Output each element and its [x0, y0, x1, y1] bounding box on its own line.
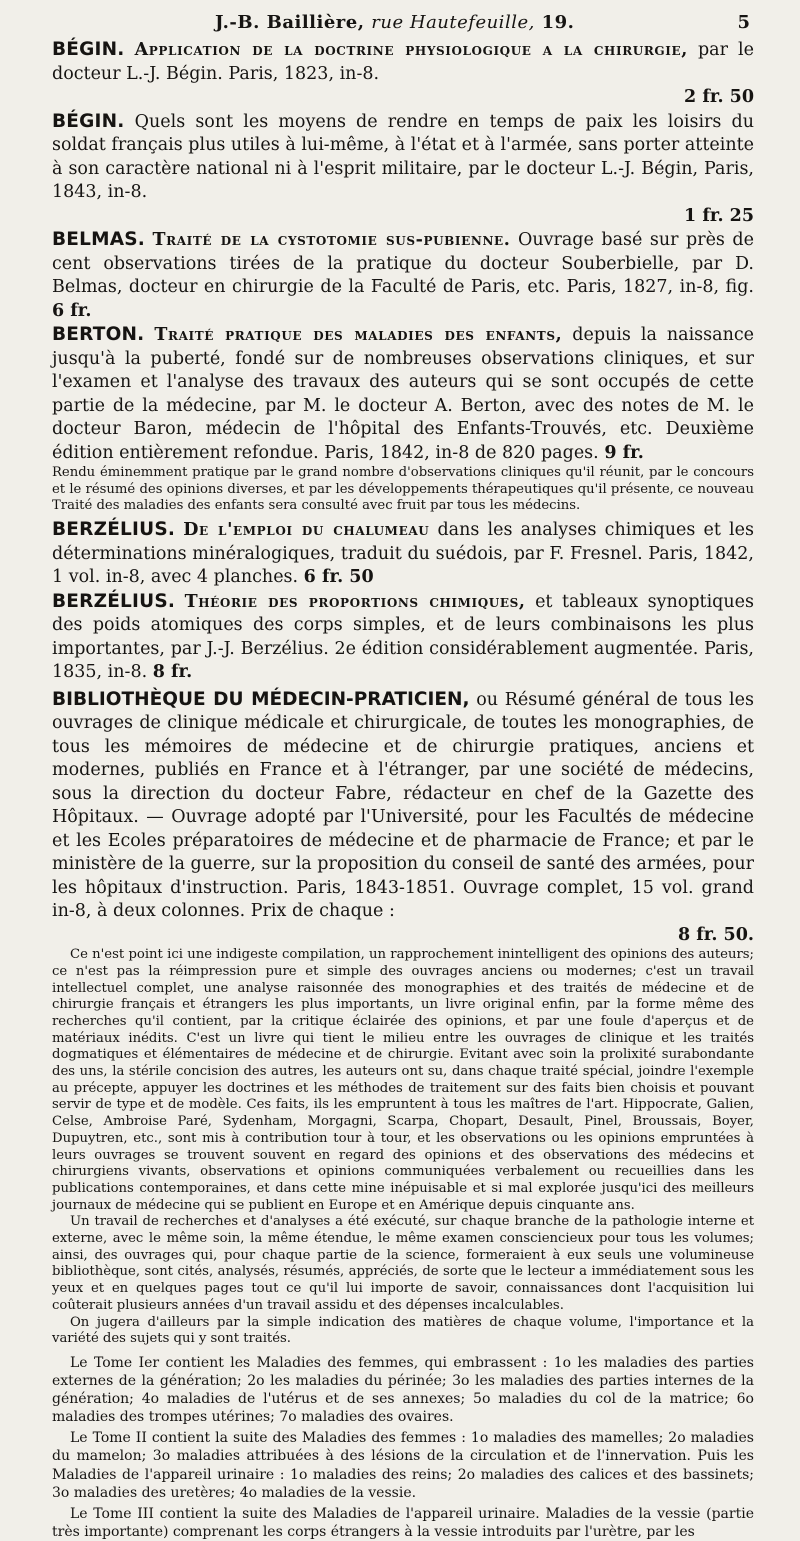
entry-price: 1 fr. 25: [684, 205, 754, 226]
entry-price: 8 fr.: [152, 662, 193, 683]
catalog-entry-begin-doctrine: [52, 38, 754, 110]
tome-description: Le Tome Ier contient les Maladies des femmes, qui embrassent : 1o les maladies des parties externes de la génération; 2o les maladies du périnée; 3o les maladies des parties internes de la génération; 4o maladies de l'utérus et de ses annexes; 5o maladies du col de la matrice; 6o maladies des trompes utérines; 7o maladies des ovaires.: [52, 1354, 754, 1426]
entry-body: et tableaux synoptiques des poids atomiques des corps simples, et de leurs combinaisons les plus importantes, par J.-J. Berzélius. 2e édition considérablement augmentée. Paris, 1835, in-8.: [52, 591, 754, 683]
entry-price: 6 fr.: [52, 300, 92, 321]
catalog-entry-berzelius-chalumeau: [52, 518, 754, 590]
entry-price: 8 fr. 50.: [677, 924, 754, 945]
description-paragraph: Ce n'est point ici une indigeste compilation, un rapprochement inintelligent des opinions des auteurs; ce n'est pas la réimpression pure et simple des ouvrages anciens ou modernes; c'est un travail intellectuel complet, une analyse raisonnée des monographies et des traités de médecine et de chirurgie français et étrangers les plus importants, un livre original enfin, par la forme même des recherches qu'il contient, par la critique éclairée des opinions, et par une foule d'aperçus et de matériaux inédits. C'est un livre qui tient le milieu entre les ouvrages de clinique et les traités dogmatiques et élémentaires de médecine et de chirurgie. Evitant avec soin la prolixité surabondante des uns, la stérile concision des autres, les auteurs ont su, dans chaque traité spécial, joindre l'exemple au précepte, appuyer les doctrines et les méthodes de traitement sur des faits bien choisis et pouvant servir de type et de modèle. Ces faits, ils les empruntent à tous les maîtres de l'art. Hippocrate, Galien, Celse, Ambroise Paré, Sydenham, Morgagni, Scarpa, Chopart, Desault, Pinel, Broussais, Boyer, Dupuytren, etc., sont mis à contribution tour à tour, et les observations ou les opinions empruntées à leurs ouvrages se trouvent souvent en regard des opinions et des observations des médecins et chirurgiens vivants, observations et opinions communiquées verbalement ou recueillies dans les publications contemporaines, et dans cette mine inépuisable et si mal explorée jusqu'ici des meilleurs journaux de médecine qui se publient en Europe et en Amérique depuis cinquante ans.: [52, 947, 754, 1213]
entry-title: De l'emploi du chalumeau: [183, 520, 430, 541]
entry-body: dans les analyses chimiques et les déterminations minéralogiques, traduit du suédois, par F. Fresnel. Paris, 1842, 1 vol. in-8, avec 4 planches.: [52, 520, 754, 588]
entry-price: 2 fr. 50: [684, 87, 754, 107]
catalog-entry-berton: [52, 323, 754, 465]
entry-author: BERZÉLIUS.: [52, 519, 176, 541]
tome-description: Le Tome III contient la suite des Maladies de l'appareil urinaire. Maladies de la vessie (partie très importante) comprenant les corps étrangers à la vessie introduits par l'urètre, par les: [52, 1505, 754, 1540]
entry-author: BERZÉLIUS.: [52, 590, 176, 612]
entry-body: Ouvrage basé sur près de cent observations tirées de la pratique du docteur Souberbielle, par D. Belmas, docteur en chirurgie de la Faculté de Paris, etc. Paris, 1827, in-8, fig.: [52, 230, 754, 297]
entry-author: BELMAS.: [52, 229, 146, 250]
entry-title: Application de la doctrine physiologique a la chirurgie,: [134, 40, 688, 60]
description-paragraph: Un travail de recherches et d'analyses a été exécuté, sur chaque branche de la pathologie interne et externe, avec le même soin, la même étendue, le même examen consciencieux pour tous les volumes; ainsi, des ouvrages qui, pour chaque partie de la science, formeraient à eux seuls une volumineuse bibliothèque, sont cités, analysés, résumés, appréciés, de sorte que le lecteur a immédiatement sous les yeux et en quelques pages tout ce qu'il lui importe de savoir, connaissances dont l'acquisition lui coûterait plusieurs années d'un travail assidu et des dépenses incalculables.: [52, 1214, 754, 1313]
page-number: 5: [737, 12, 750, 33]
entry-title: Traité pratique des maladies des enfants,: [154, 325, 563, 345]
entry-title: Traité de la cystotomie sus-pubienne.: [152, 230, 511, 250]
entry-heading: BIBLIOTHÈQUE DU MÉDECIN-PRATICIEN,: [52, 688, 470, 710]
entry-note: Rendu éminemment pratique par le grand nombre d'observations cliniques qu'il réunit, par le concours et le résumé des opinions diverses, et par les développements thérapeutiques qu'il présente, ce nouveau Traité des maladies des enfants sera consulté avec fruit par tous les médecins.: [52, 465, 754, 514]
entry-author: BERTON.: [52, 324, 145, 345]
description-paragraph: On jugera d'ailleurs par la simple indication des matières de chaque volume, l'importance et la variété des sujets qui y sont traités.: [52, 1314, 754, 1347]
entry-price: 6 fr. 50: [303, 567, 374, 588]
tome-description: Le Tome II contient la suite des Maladies des femmes : 1o maladies des mamelles; 2o maladies du mamelon; 3o maladies attribuées à des lésions de la circulation et de l'innervation. Puis les Maladies de l'appareil urinaire : 1o maladies des reins; 2o maladies des calices et des bassinets; 3o maladies des uretères; 4o maladies de la vessie.: [52, 1430, 754, 1501]
entry-body: par le docteur L.-J. Bégin. Paris, 1823, in-8.: [52, 40, 754, 84]
running-header: [52, 8, 754, 38]
entry-body: Quels sont les moyens de rendre en temps de paix les loisirs du soldat français plus utiles à lui-même, à l'état et à l'armée, sans porter atteinte à son caractère national ni à l'esprit militaire, par le docteur L.-J. Bégin, Paris, 1843, in-8.: [52, 111, 754, 202]
catalog-entry-bibliotheque: [52, 688, 754, 948]
entry-author: BÉGIN.: [52, 39, 125, 60]
entry-price: 9 fr.: [604, 442, 644, 463]
entry-body: depuis la naissance jusqu'à la puberté, fondé sur de nombreuses observations cliniques, et sur l'examen et l'analyse des travaux des auteurs qui se sont occupés de cette partie de la médecine, par M. le docteur A. Berton, avec des notes de M. le docteur Baron, médecin de l'hôpital des Enfants-Trouvés, etc. Deuxième édition entièrement refondue. Paris, 1842, in-8 de 820 pages.: [52, 325, 754, 463]
entry-title: Théorie des proportions chimiques,: [184, 591, 526, 612]
catalog-entry-belmas: [52, 228, 754, 323]
catalog-entry-berzelius-proportions: [52, 590, 754, 685]
entry-author: BÉGIN.: [52, 110, 125, 132]
entry-body: ou Résumé général de tous les ouvrages de clinique médicale et chirurgicale, de toutes les monographies, de tous les mémoires de médecine et de chirurgie pratiques, anciens et modernes, publiés en France et à l'étranger, par une société de médecins, sous la direction du docteur Fabre, rédacteur en chef de la Gazette des Hôpitaux. — Ouvrage adopté par l'Université, pour les Facultés de médecine et les Ecoles préparatoires de médecine et de pharmacie de France; et par le ministère de la guerre, sur la proposition du conseil de santé des armées, pour les hôpitaux d'instruction. Paris, 1843-1851. Ouvrage complet, 15 vol. grand in-8, à deux colonnes. Prix de chaque :: [52, 689, 754, 922]
running-header-text: J.-B. Baillière, rue Hautefeuille, 19.: [215, 12, 575, 33]
catalog-entry-begin-soldat: [52, 110, 754, 229]
